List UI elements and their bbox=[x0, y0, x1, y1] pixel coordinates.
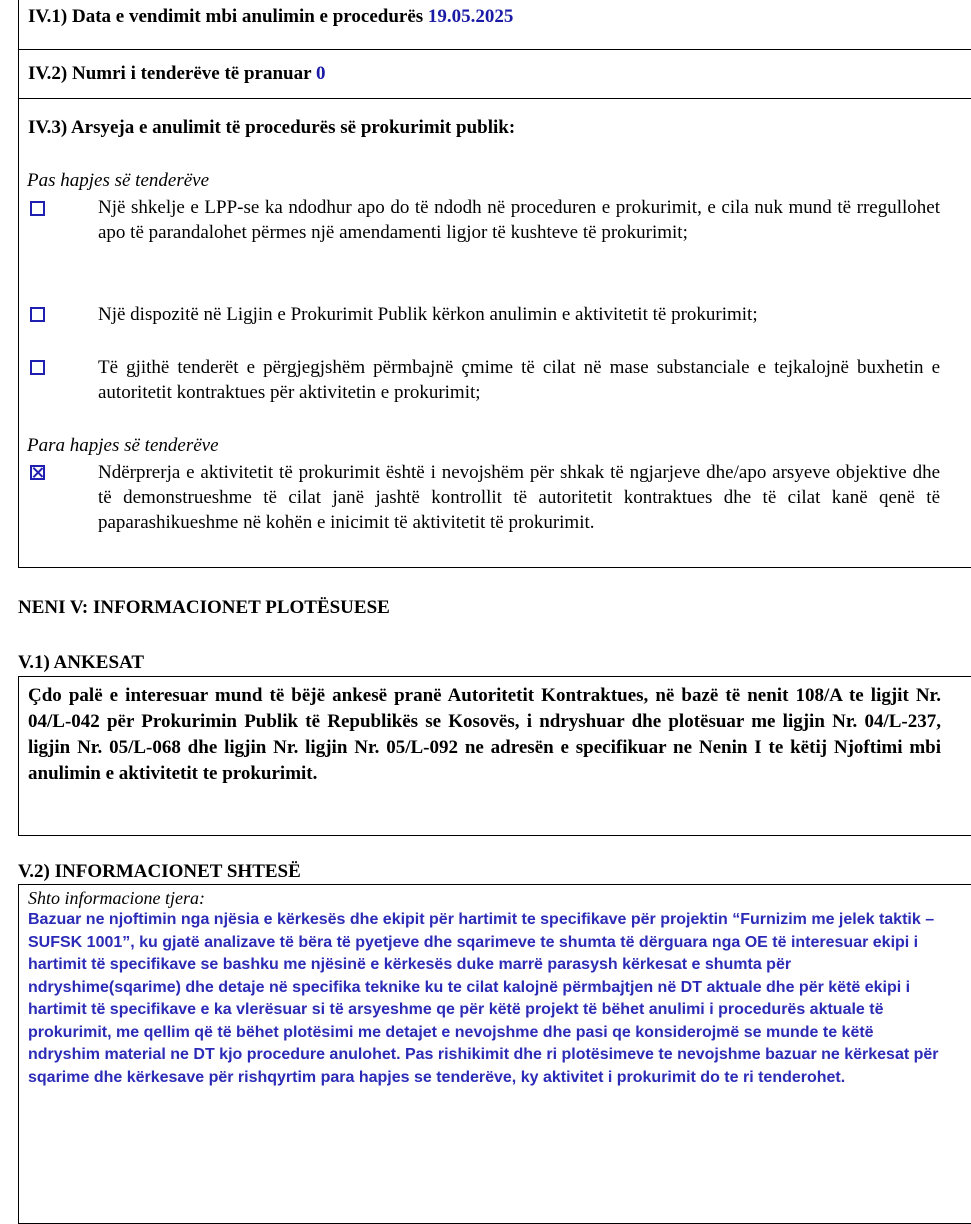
iv2-label: IV.2) Numri i tenderëve të pranuar bbox=[28, 63, 312, 84]
option-text: Një dispozitë në Ligjin e Prokurimit Publik kërkon anulimin e aktivitetit të prokurimit; bbox=[98, 304, 758, 325]
iv2-value: 0 bbox=[315, 63, 326, 84]
iv2-row bbox=[18, 49, 971, 99]
option-text: Të gjithë tenderët e përgjegjshëm përmbajnë çmime të cilat në mase substanciale e tejkalojnë buxhetin e autoritetit kontraktues për aktivitetin e prokurimit; bbox=[98, 357, 940, 403]
iv1-value: 19.05.2025 bbox=[427, 6, 514, 27]
v1-title: V.1) ANKESAT bbox=[18, 652, 144, 673]
iv1-label: IV.1) Data e vendimit mbi anulimin e procedurës bbox=[28, 6, 424, 27]
option-text: Ndërprerja e aktivitetit të prokurimit është i nevojshëm për shkak të ngjarjeve dhe/apo arsyeve objektive dhe të demonstrueshme të cilat janë jashtë kontrollit të autoritetit kontraktues dhe të cilat kanë qenë të paparashikueshme në kohën e inicimit të aktivitetit të prokurimit. bbox=[98, 462, 940, 533]
before-opening-heading: Para hapjes së tenderëve bbox=[27, 435, 219, 456]
v1-box bbox=[18, 676, 971, 836]
checkbox-icon[interactable] bbox=[30, 201, 45, 216]
checked-checkbox-icon[interactable] bbox=[30, 465, 45, 480]
checkbox-icon[interactable] bbox=[30, 307, 45, 322]
option-text: Një shkelje e LPP-se ka ndodhur apo do të ndodh në proceduren e prokurimit, e cila nuk mund të rregullohet apo të parandalohet përmes një amendamenti ligjor të kushteve të prokurimit; bbox=[98, 197, 940, 243]
v2-box bbox=[18, 884, 971, 1224]
v2-title: V.2) INFORMACIONET SHTESË bbox=[18, 861, 301, 882]
checkbox-icon[interactable] bbox=[30, 360, 45, 375]
after-opening-heading: Pas hapjes së tenderëve bbox=[27, 170, 210, 191]
v2-text: Bazuar ne njoftimin nga njësia e kërkesës dhe ekipit për hartimit te specifikave për projektin “Furnizim me jelek taktik – SUFSK 1001”, ku gjatë analizave të bëra të pyetjeve dhe sqarimeve te shumta të dërguara nga OE të interesuar ekipi i hartimit të specifikave se bashku me njësinë e kërkesës duke marrë parasysh kërkesat e shumta për ndryshime(sqarime) dhe detaje në specifika teknike ku te cilat kalojnë përmbajtjen në DT aktuale dhe për këtë ekipi i hartimit të specifikave e ka vlerësuar si të arsyeshme qe për këtë projekt të bëhet anulimi i procedurës aktuale të prokurimit, me qellim që të bëhet plotësimi me detajet e nevojshme dhe pasi qe konsiderojmë se munde te këtë ndryshim material ne DT kjo procedure anulohet. Pas rishikimit dhe ri plotësimeve te nevojshme bazuar ne kërkesat për sqarime dhe kërkesave për rishqyrtim para hapjes se tenderëve, ky aktivitet i prokurimit do te ri tenderohet. bbox=[28, 911, 939, 1086]
iv1-row bbox=[18, 0, 971, 50]
iv3-label: IV.3) Arsyeja e anulimit të procedurës së prokurimit publik: bbox=[28, 117, 516, 138]
section-v-title: NENI V: INFORMACIONET PLOTËSUESE bbox=[18, 597, 390, 618]
v2-subtitle: Shto informacione tjera: bbox=[28, 888, 205, 908]
v1-text: Çdo palë e interesuar mund të bëjë ankesë pranë Autoritetit Kontraktues, në bazë të nenit 108/A te ligjit Nr. 04/L-042 për Prokurimin Publik të Republikës se Kosovës, i ndryshuar dhe plotësuar me ligjin Nr. 04/L-237, ligjin Nr. 05/L-068 dhe ligjin Nr. ligjin Nr. 05/L-092 ne adresën e specifikuar ne Nenin I te këtij Njoftimi mbi anulimin e aktivitetit te prokurimit. bbox=[28, 685, 941, 784]
